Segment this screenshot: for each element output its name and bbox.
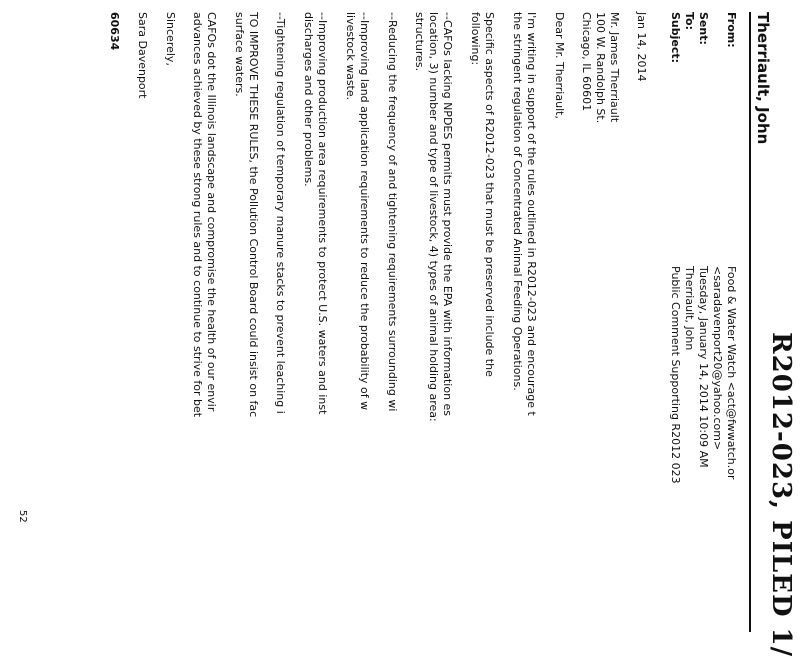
specific-line: following: bbox=[469, 12, 482, 66]
point-line: location, 3) number and type of livestock, 4) types of animal holding area: bbox=[427, 12, 440, 422]
letter-date: Jan 14, 2014 bbox=[635, 12, 648, 82]
filing-stamp: R2012-023, PILED 1/ bbox=[766, 332, 796, 657]
subject-value: Public Comment Supporting R2012 023 bbox=[669, 266, 682, 484]
signer-name: Sara Davenport bbox=[136, 12, 149, 99]
point-line: --Improving production area requirements to protect U.S. waters and inst bbox=[316, 12, 329, 415]
title-rule bbox=[749, 12, 751, 632]
address-line: Mr. James Therriault bbox=[608, 12, 621, 123]
signer-zip: 60634 bbox=[108, 12, 121, 51]
point-line: --Tightening regulation of temporary manure stacks to prevent leaching i bbox=[274, 12, 287, 414]
address-line: 100 W. Randolph St. bbox=[594, 12, 607, 124]
point-line: discharges and other problems. bbox=[302, 12, 315, 187]
signoff-line: Sincerely, bbox=[164, 12, 177, 66]
closing-line: CAFOs dot the Illinois landscape and compromise the health of our envir bbox=[205, 12, 218, 412]
closing-line: advances achieved by these strong rules and to continue to strive for bet bbox=[191, 12, 204, 418]
from-email: <saradavenport20@yahoo.com> bbox=[711, 266, 724, 451]
subject-label: Subject: bbox=[669, 12, 682, 64]
point-line: --Improving land application requirements to reduce the probability of w bbox=[358, 12, 371, 411]
improve-line: surface waters. bbox=[233, 12, 246, 97]
point-line: --CAFOs lacking NPDES permits must provide the EPA with information es bbox=[441, 12, 454, 417]
point-line: --Reducing the frequency of and tightening requirements surrounding wi bbox=[386, 12, 399, 412]
page-number: 52 bbox=[17, 510, 28, 523]
intro-line: I'm writing in support of the rules outlined in R2012-023 and encourage t bbox=[525, 12, 538, 416]
to-label: To: bbox=[683, 12, 696, 30]
sent-label: Sent: bbox=[697, 12, 710, 45]
sent-value: Tuesday, January 14, 2014 10:09 AM bbox=[697, 266, 710, 468]
improve-line: TO IMPROVE THESE RULES, the Pollution Control Board could insist on fac bbox=[247, 12, 260, 418]
address-line: Chicago, IL 60601 bbox=[580, 12, 593, 112]
from-label: From: bbox=[725, 12, 738, 48]
from-value: Food & Water Watch <act@fwwatch.or bbox=[725, 266, 738, 480]
document-title: Therriault, John bbox=[754, 12, 772, 145]
specific-line: Specific aspects of R2012-023 that must be preserved include the bbox=[483, 12, 496, 377]
to-value: Therriault, John bbox=[683, 266, 696, 351]
salutation: Dear Mr. Therriault, bbox=[553, 12, 566, 119]
intro-line: the stringent regulation of Concentrated Animal Feeding Operations. bbox=[511, 12, 524, 391]
point-line: structures. bbox=[413, 12, 426, 72]
point-line: livestock waste. bbox=[344, 12, 357, 101]
